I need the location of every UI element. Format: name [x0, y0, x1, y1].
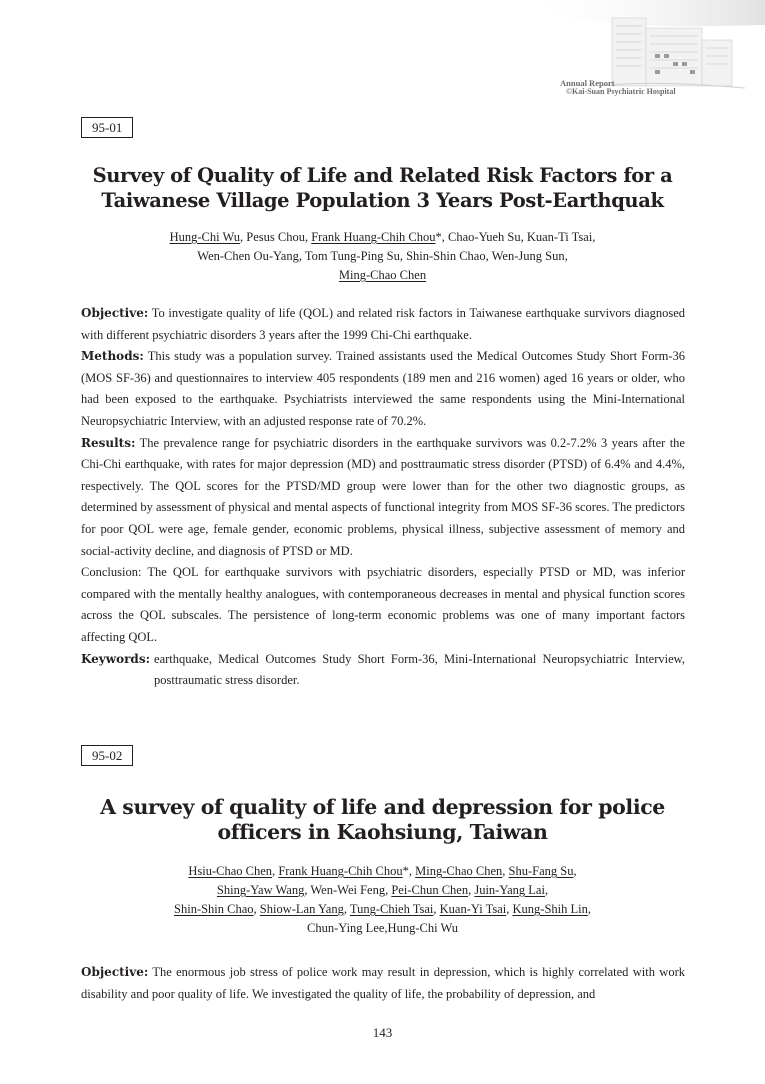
header-hospital-name: Kai-Suan Psychiatric Hospital — [571, 86, 676, 96]
author-name-underlined: Hsiu-Chao Chen — [188, 864, 273, 878]
author-name-underlined: Hung-Chi Wu — [169, 230, 241, 244]
author-text: , — [272, 864, 279, 878]
author-name-underlined: Pei-Chun Chen — [391, 883, 469, 897]
author-line — [60, 862, 705, 881]
section-label: Objective: — [81, 965, 149, 979]
author-text: *, Chao-Yueh Su, Kuan-Ti Tsai, — [435, 230, 596, 244]
author-name-underlined: Shing-Yaw Wang — [216, 883, 305, 897]
author-list — [60, 228, 705, 285]
keywords-label: Keywords: — [81, 651, 151, 666]
author-name-underlined: Shin-Shin Chao — [174, 902, 254, 916]
abstract-conclusion — [81, 562, 685, 648]
author-text: , — [573, 864, 577, 878]
article-title — [60, 163, 705, 213]
author-text: , — [544, 883, 549, 897]
author-text: Chun-Ying Lee,Hung-Chi Wu — [307, 921, 458, 935]
abstract-methods — [81, 346, 685, 432]
title-line: Survey of Quality of Life and Related Risk Factors for a — [92, 164, 673, 187]
author-line — [60, 881, 705, 900]
author-name-underlined: Juin-Yang Lai — [474, 883, 545, 897]
section-label: Methods: — [81, 349, 144, 364]
author-line — [60, 247, 705, 266]
author-text: *, — [402, 864, 416, 878]
section-text: The prevalence range for psychiatric disorders in the earthquake survivors was 0.2-7.2% 3 years after the Chi-Chi earthquake, with rates for major depression (MD) and posttraumatic stress disorder (PTSD) of 6.4% and 4.4%, respectively. The QOL scores for the PTSD/MD group were lower than for the other two diagnostic groups, as determined by assessment of physical and mental aspects of functional integrity from MOS SF-36 scores. The predictors for poor QOL were age, female gender, economic problems, physical illness, subjective assessment of memory and social-activity decline, and diagnosis of PTSD or MD. — [81, 435, 685, 558]
author-name-underlined: Frank Huang-Chih Chou — [278, 864, 403, 878]
author-name-underlined: Ming-Chao Chen — [338, 268, 427, 282]
author-line — [60, 919, 705, 938]
article-code-box: 95-02 — [81, 745, 133, 766]
abstract-objective — [81, 303, 685, 346]
author-name-underlined: Frank Huang-Chih Chou — [311, 230, 436, 244]
page-number: 143 — [372, 1025, 393, 1040]
author-name-underlined: Shiow-Lan Yang — [259, 902, 344, 916]
header-report-title — [560, 79, 720, 96]
section-label: Objective: — [81, 306, 149, 320]
author-text: Wen-Chen Ou-Yang, Tom Tung-Ping Su, Shin-Shin Chao, Wen-Jung Sun, — [197, 249, 568, 263]
author-name-underlined: Ming-Chao Chen — [415, 864, 503, 878]
author-name-underlined: Shu-Fang Su — [508, 864, 574, 878]
author-line — [60, 900, 705, 919]
section-text: The enormous job stress of police work may result in depression, which is highly correlated with work disability and poor quality of life. We investigated the quality of life, the probability of depression, and — [81, 965, 685, 1001]
section-text: This study was a population survey. Trained assistants used the Medical Outcomes Study Short Form-36 (MOS SF-36) and questionnaires to interview 405 respondents (189 men and 216 women) aged 16 years or older, who had been exposed to the earthquake. Psychiatrists interviewed the same respondents using the Mini-International Neuropsychiatric Interview, with an adjusted response rate of 70.2%. — [81, 349, 685, 428]
title-line: Taiwanese Village Population 3 Years Post-Earthquak — [101, 189, 664, 212]
section-label: Results: — [81, 435, 136, 450]
author-text: , — [253, 902, 260, 916]
keywords-row — [81, 649, 685, 692]
author-text: , — [433, 902, 440, 916]
article-code-box: 95-01 — [81, 117, 133, 138]
title-line: A survey of quality of life and depression for police — [100, 795, 665, 819]
title-line: officers in Kaohsiung, Taiwan — [217, 820, 548, 844]
author-text: , Wen-Wei Feng, — [304, 883, 392, 897]
author-text: , — [502, 864, 509, 878]
author-name-underlined: Kung-Shih Lin — [512, 902, 588, 916]
header-line-1: Annual Report — [560, 78, 615, 88]
abstract-objective — [81, 962, 685, 1005]
author-name-underlined: Tung-Chieh Tsai — [349, 902, 434, 916]
keywords-text: earthquake, Medical Outcomes Study Short Form-36, Mini-International Neuropsychiatric Interview, posttraumatic stress disorder. — [154, 651, 685, 688]
author-line — [60, 228, 705, 247]
author-name-underlined: Kuan-Yi Tsai — [439, 902, 507, 916]
abstract-results — [81, 433, 685, 563]
article-title — [60, 795, 705, 845]
author-text: , Pesus Chou, — [240, 230, 312, 244]
abstract-body — [81, 962, 685, 1005]
section-text: Conclusion: The QOL for earthquake survivors with psychiatric disorders, especially PTSD or MD, was inferior compared with the mentally healthy analogues, with contemporaneous decreases in mental and physical function scores across the QOL subscales. The persistence of long-term economic problems was one of many important factors affecting QOL. — [81, 565, 685, 644]
author-list — [60, 862, 705, 938]
section-text: To investigate quality of life (QOL) and related risk factors in Taiwanese earthquake survivors diagnosed with different psychiatric disorders 3 years after the 1999 Chi-Chi earthquake. — [81, 306, 685, 342]
author-line — [60, 266, 705, 285]
header-line-2: ©Kai-Suan Psychiatric Hospital — [566, 86, 676, 96]
author-text: , — [468, 883, 475, 897]
author-text: , — [587, 902, 591, 916]
author-text: , — [506, 902, 513, 916]
author-text: , — [343, 902, 350, 916]
abstract-body — [81, 303, 685, 692]
